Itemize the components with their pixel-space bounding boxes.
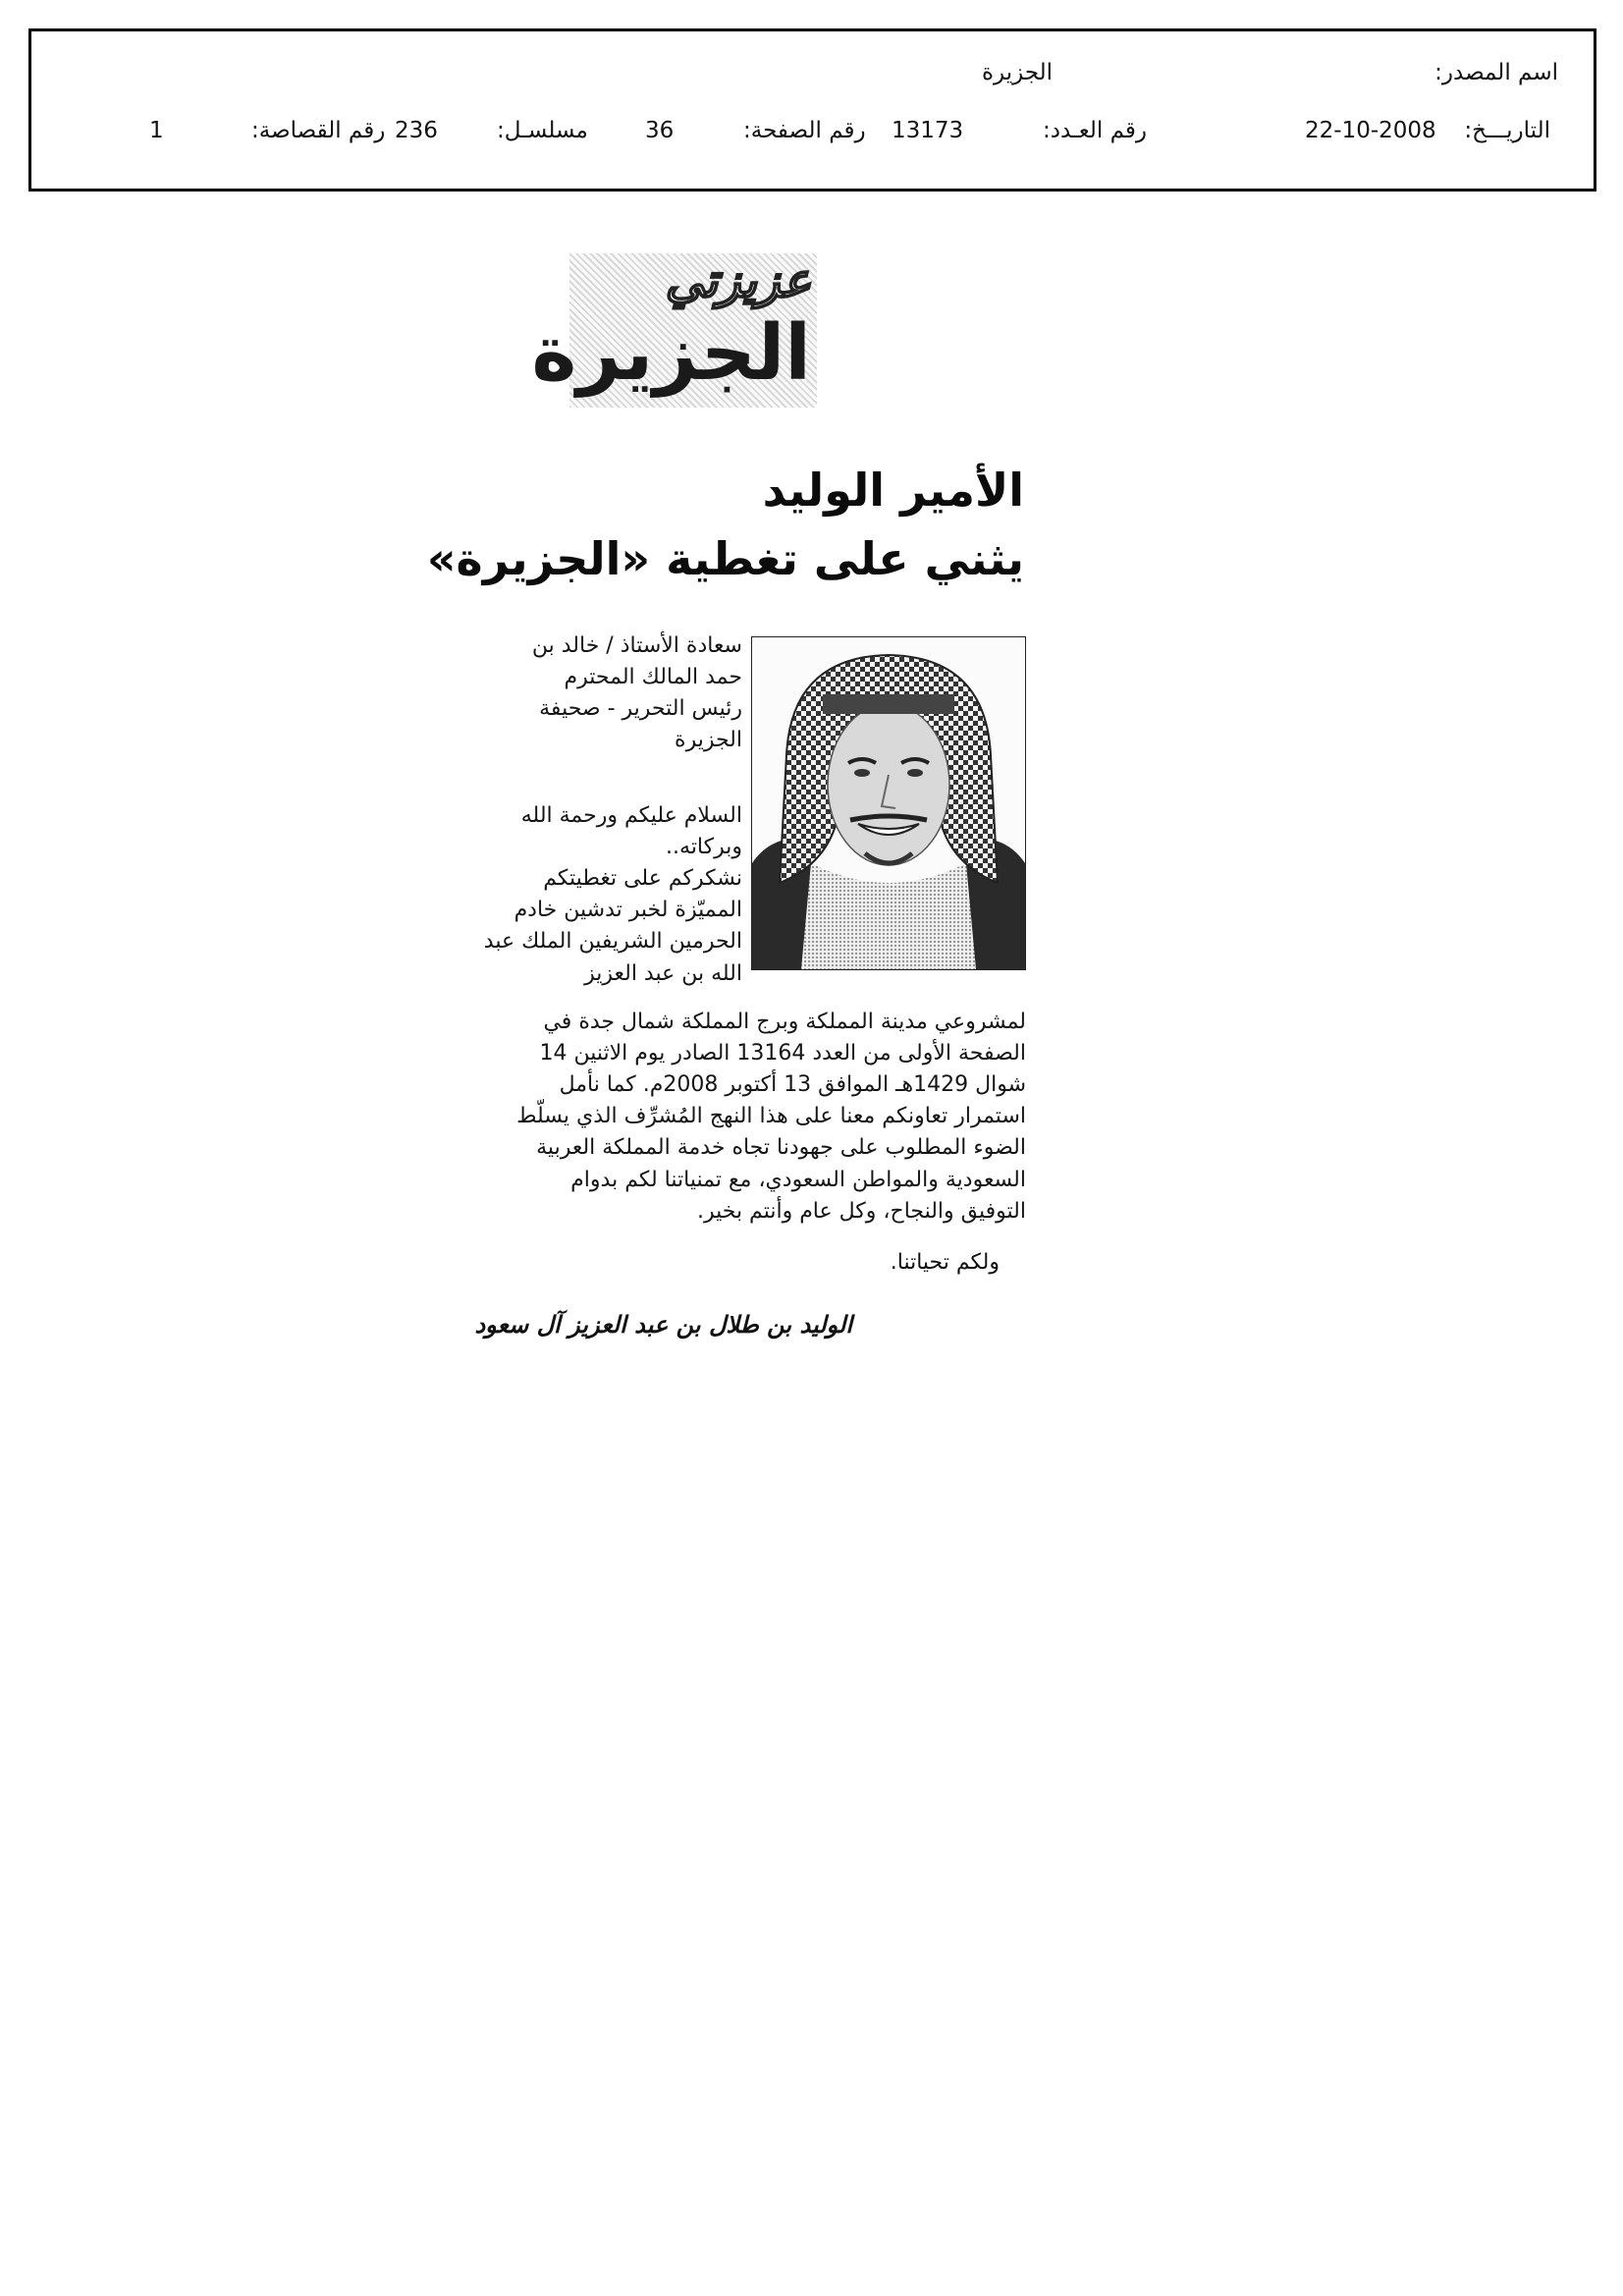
date-value: 22-10-2008 — [1305, 118, 1436, 143]
greeting-line: السلام عليكم ورحمة الله — [520, 803, 742, 828]
section-logo — [531, 253, 817, 408]
issue-label: رقم العـدد: — [1043, 118, 1148, 143]
serial-label: مسلسـل: — [497, 118, 588, 143]
address-line: رئيس التحرير - صحيفة — [539, 696, 742, 722]
address-line: حمد المالك المحترم — [564, 665, 742, 690]
address-line: سعادة الأستاذ / خالد بن — [531, 633, 742, 658]
body-line: شوال 1429هـ الموافق 13 أكتوبر 2008م. كما نأمل — [559, 1072, 1026, 1098]
document-header — [28, 28, 1596, 191]
issue-value: 13173 — [892, 118, 964, 143]
address-line: الجزيرة — [675, 728, 742, 753]
recipient-address — [469, 630, 742, 756]
signature: الوليد بن طلال بن عبد العزيز آل سعود — [474, 1311, 852, 1339]
closing-line: ولكم تحياتنا. — [890, 1250, 1000, 1275]
body-line: التوفيق والنجاح، وكل عام وأنتم بخير. — [696, 1198, 1026, 1224]
greeting-line: نشكركم على تغطيتكم — [543, 866, 742, 892]
page-label: رقم الصفحة: — [743, 118, 866, 143]
body-line: استمرار تعاونكم معنا على هذا النهج المُشرِّف الذي يسلّط — [516, 1104, 1026, 1129]
clip-value: 1 — [149, 118, 164, 143]
body-line: السعودية والمواطن السعودي، مع تمنياتنا لكم بدوام — [570, 1167, 1026, 1192]
page-value: 36 — [645, 118, 675, 143]
body-line: الضوء المطلوب على جهودنا تجاه خدمة المملكة العربية — [536, 1135, 1026, 1161]
source-value: الجزيرة — [982, 60, 1054, 85]
body-line: لمشروعي مدينة المملكة وبرج المملكة شمال جدة في — [543, 1010, 1026, 1034]
portrait-image — [752, 637, 1025, 969]
date-label: التاريـــخ: — [1464, 118, 1550, 143]
source-label: اسم المصدر: — [1434, 60, 1558, 85]
clip-label: رقم القصاصة: — [251, 118, 386, 143]
body-line: الصفحة الأولى من العدد 13164 الصادر يوم الاثنين 14 — [539, 1041, 1026, 1066]
logo-line-top: عزيزتي — [665, 253, 811, 308]
greeting-paragraph — [469, 800, 742, 990]
article-body — [469, 1007, 1026, 1228]
headline-line-2: يثني على تغطية «الجزيرة» — [426, 532, 1024, 585]
portrait-photo — [751, 636, 1026, 970]
headline-line-1: الأمير الوليد — [762, 464, 1024, 517]
greeting-line: الحرمين الشريفين الملك عبد — [483, 929, 742, 955]
serial-value: 236 — [395, 118, 438, 143]
greeting-line: الله بن عبد العزيز — [584, 960, 742, 986]
greeting-line: وبركاته.. — [666, 835, 742, 860]
logo-line-bottom: الجزيرة — [531, 309, 811, 398]
greeting-line: المميّزة لخبر تدشين خادم — [514, 898, 742, 923]
